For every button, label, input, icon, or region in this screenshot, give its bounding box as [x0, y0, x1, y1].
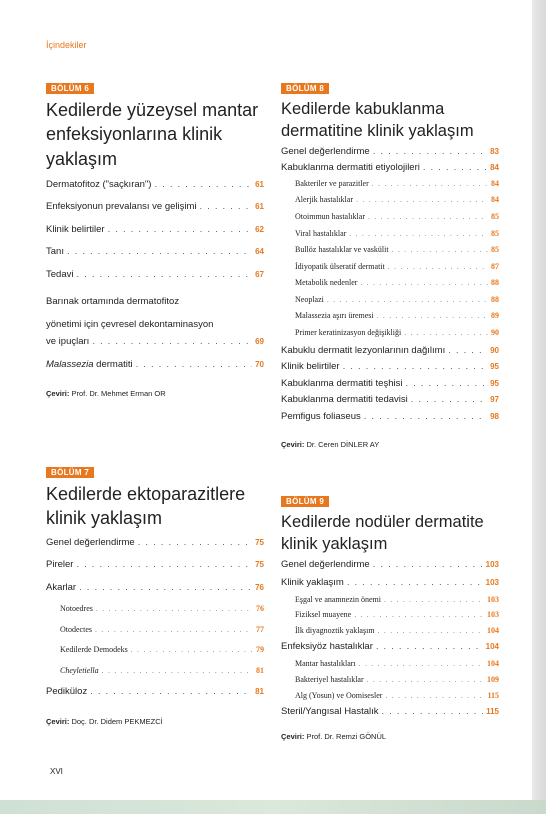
chapter-6 [46, 78, 264, 398]
toc-entry[interactable]: Kabuklanma dermatiti etiyolojileri . . . 84 [281, 162, 499, 179]
chapter-title: Kedilerde ektoparazitlere klinik yaklaşım [46, 484, 246, 529]
toc-subentry[interactable]: Kedilerde Demodeks . . . 79 [46, 645, 264, 666]
toc-entry[interactable]: Kabuklanma dermatiti tedavisi . . . 97 [281, 394, 499, 411]
toc-entry[interactable]: Genel değerlendirme . . . 83 [281, 146, 499, 163]
toc-subentry[interactable]: Fiziksel muayene . . . 103 [281, 610, 499, 626]
chapter-title: Kedilerde yüzeysel mantar enfeksiyonlarına klinik yaklaşım [46, 100, 259, 169]
toc-entry[interactable]: Genel değerlendirme . . . 75 [46, 537, 264, 560]
toc-header: İçindekiler [46, 40, 87, 50]
toc-entry[interactable]: Klinik belirtiler . . . 62 [46, 224, 264, 247]
chapter-title: Kedilerde kabuklanma dermatitine klinik yaklaşım [281, 100, 474, 141]
toc-entry[interactable]: Dermatofitoz ("saçkıran") . . . 61 [46, 179, 264, 202]
toc-entry[interactable]: Klinik yaklaşım . . . 103 [281, 577, 499, 595]
toc-subentry[interactable]: Primer keratinizasyon değişikliği . . . 90 [281, 328, 499, 345]
chapter-9 [281, 491, 499, 741]
toc-entry-line: Barınak ortamında dermatofitoz [46, 296, 180, 308]
toc-entry[interactable]: Kabuklu dermatit lezyonlarının dağılımı . . . 90 [281, 345, 499, 362]
chapter-badge: BÖLÜM 6 [46, 83, 94, 94]
chapter-badge: BÖLÜM 9 [281, 496, 329, 507]
toc-entry[interactable]: Pireler . . . 75 [46, 559, 264, 582]
toc-subentry[interactable]: Bakteriyel hastalıklar . . . 109 [281, 675, 499, 691]
toc-subentry[interactable]: Bullöz hastalıklar ve vaskülit . . . 85 [281, 245, 499, 262]
chapter-badge: BÖLÜM 7 [46, 467, 94, 478]
toc-entry[interactable]: Akarlar . . . 76 [46, 582, 264, 605]
toc-entry[interactable]: Enfeksiyonun prevalansı ve gelişimi . . . 61 [46, 201, 264, 224]
translator-line: Çeviri: Prof. Dr. Remzi GÖNÜL [281, 732, 387, 742]
translator-line: Çeviri: Doç. Dr. Didem PEKMEZCİ [46, 716, 163, 726]
chapter-7 [46, 462, 264, 726]
toc-entry[interactable]: ve ipuçları . . . 69 [46, 336, 264, 359]
toc-entry[interactable]: Malassezia dermatiti . . . 70 [46, 359, 264, 382]
toc-subentry[interactable]: Bakteriler ve parazitler . . . 84 [281, 179, 499, 196]
toc-entry[interactable]: Tanı . . . 64 [46, 246, 264, 269]
toc-subentry[interactable]: Otodectes . . . 77 [46, 625, 264, 646]
toc-subentry[interactable]: Cheyletiella . . . 81 [46, 666, 264, 687]
toc-subentry[interactable]: Neoplazi . . . 88 [281, 295, 499, 312]
toc-entry[interactable]: Enfeksiyöz hastalıklar . . . 104 [281, 641, 499, 659]
toc-entry[interactable]: Pediküloz . . . 81 [46, 686, 264, 709]
translator-line: Çeviri: Dr. Ceren DİNLER AY [281, 439, 380, 449]
toc-subentry[interactable]: İlk diyagnoztik yaklaşım . . . 104 [281, 626, 499, 642]
toc-entry-line: yönetimi için çevresel dekontaminasyon [46, 318, 214, 330]
toc-entry[interactable]: Genel değerlendirme . . . 103 [281, 559, 499, 577]
page-number: XVI [50, 767, 63, 776]
toc-entry[interactable]: Kabuklanma dermatiti teşhisi . . . 95 [281, 378, 499, 395]
toc-subentry[interactable]: Otoimmun hastalıklar . . . 85 [281, 212, 499, 229]
toc-subentry[interactable]: İdiyopatik ülseratif dermatit . . . 87 [281, 262, 499, 279]
page-edge [532, 0, 546, 814]
toc-entry[interactable]: Klinik belirtiler . . . 95 [281, 361, 499, 378]
toc-entry[interactable]: Tedavi . . . 67 [46, 269, 264, 292]
toc-entry[interactable]: Steril/Yangısal Hastalık . . . 115 [281, 706, 499, 724]
toc-subentry[interactable]: Malassezia aşırı üremesi . . . 89 [281, 311, 499, 328]
toc-subentry[interactable]: Viral hastalıklar . . . 85 [281, 229, 499, 246]
toc-subentry[interactable]: Eşgal ve anamnezin önemi . . . 103 [281, 595, 499, 611]
toc-subentry[interactable]: Mantar hastalıkları . . . 104 [281, 659, 499, 675]
toc-subentry[interactable]: Alerjik hastalıklar . . . 84 [281, 195, 499, 212]
chapter-title: Kedilerde nodüler dermatite klinik yaklaşım [281, 513, 484, 554]
toc-subentry[interactable]: Notoedres . . . 76 [46, 604, 264, 625]
translator-line: Çeviri: Prof. Dr. Mehmet Erman OR [46, 389, 166, 399]
chapter-badge: BÖLÜM 8 [281, 83, 329, 94]
chapter-8 [281, 78, 499, 449]
toc-subentry[interactable]: Metabolik nedenler . . . 88 [281, 278, 499, 295]
toc-entry[interactable]: Pemfigus foliaseus . . . 98 [281, 411, 499, 428]
bottom-decoration [0, 800, 546, 814]
toc-subentry[interactable]: Alg (Yosun) ve Oomisesler . . . 115 [281, 691, 499, 707]
